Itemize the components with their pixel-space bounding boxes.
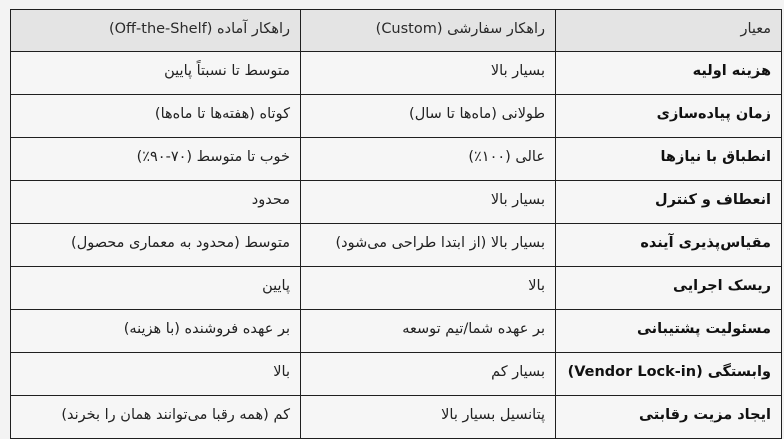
off-the-shelf-cell: بالا <box>11 353 301 396</box>
custom-cell: طولانی (ماه‌ها تا سال) <box>301 95 556 138</box>
off-the-shelf-cell: بر عهده فروشنده (با هزینه) <box>11 310 301 353</box>
off-the-shelf-cell: متوسط تا نسبتاً پایین <box>11 52 301 95</box>
comparison-table <box>10 9 782 439</box>
off-the-shelf-cell: کوتاه (هفته‌ها تا ماه‌ها) <box>11 95 301 138</box>
table-row <box>11 267 782 310</box>
header-custom: راهکار سفارشی (Custom) <box>301 10 556 52</box>
criterion-cell: مقیاس‌پذیری آینده <box>556 224 782 267</box>
table-row <box>11 52 782 95</box>
custom-cell: بسیار کم <box>301 353 556 396</box>
custom-cell: بسیار بالا <box>301 181 556 224</box>
criterion-cell: ایجاد مزیت رقابتی <box>556 396 782 439</box>
off-the-shelf-cell: خوب تا متوسط (۷۰-۹۰٪) <box>11 138 301 181</box>
criterion-cell: زمان پیاده‌سازی <box>556 95 782 138</box>
custom-cell: بسیار بالا (از ابتدا طراحی می‌شود) <box>301 224 556 267</box>
custom-cell: پتانسیل بسیار بالا <box>301 396 556 439</box>
table-row <box>11 138 782 181</box>
criterion-cell: انطباق با نیازها <box>556 138 782 181</box>
custom-cell: بالا <box>301 267 556 310</box>
table-body <box>11 52 782 439</box>
off-the-shelf-cell: کم (همه رقبا می‌توانند همان را بخرند) <box>11 396 301 439</box>
criterion-cell: هزینه اولیه <box>556 52 782 95</box>
off-the-shelf-cell: پایین <box>11 267 301 310</box>
header-off-the-shelf: راهکار آماده (Off-the-Shelf) <box>11 10 301 52</box>
header-criterion: معیار <box>556 10 782 52</box>
header-row <box>11 10 782 52</box>
table-row <box>11 396 782 439</box>
table-header <box>11 10 782 52</box>
off-the-shelf-cell: متوسط (محدود به معماری محصول) <box>11 224 301 267</box>
off-the-shelf-cell: محدود <box>11 181 301 224</box>
criterion-cell: ریسک اجرایی <box>556 267 782 310</box>
criterion-cell: مسئولیت پشتیبانی <box>556 310 782 353</box>
custom-cell: عالی (۱۰۰٪) <box>301 138 556 181</box>
criterion-cell: وابستگی (Vendor Lock-in) <box>556 353 782 396</box>
table-row <box>11 224 782 267</box>
table-row <box>11 181 782 224</box>
criterion-cell: انعطاف و کنترل <box>556 181 782 224</box>
custom-cell: بر عهده شما/تیم توسعه <box>301 310 556 353</box>
table-row <box>11 310 782 353</box>
custom-cell: بسیار بالا <box>301 52 556 95</box>
table-row <box>11 353 782 396</box>
table-row <box>11 95 782 138</box>
